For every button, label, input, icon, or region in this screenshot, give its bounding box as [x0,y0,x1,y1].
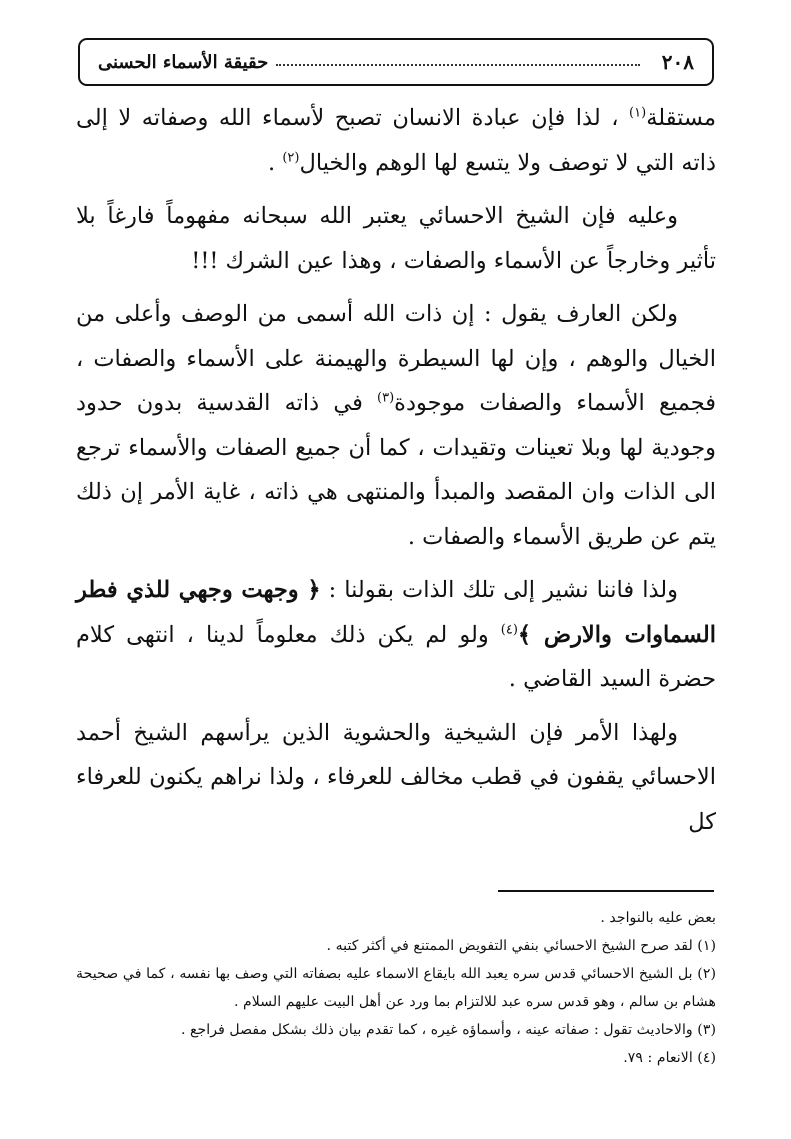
paragraph-3-text-a: ولكن العارف يقول : إن ذات الله أسمى من الوصف وأعلى من الخيال والوهم ، وإن لها السيطرة والهيمنة على الأسماء والصفات ، فجميع الأسماء والصفات موجودة [76,301,717,416]
paragraph-3 [76,292,716,559]
paragraph-4-text-b: ولو لم يكن ذلك معلوماً لدينا ، انتهى كلام حضرة السيد القاضي . [76,621,716,692]
paragraph-4-text-a: ولذا فاننا نشير إلى تلك الذات بقولنا : [320,577,678,603]
paragraph-2: وعليه فإن الشيخ الاحسائي يعتبر الله سبحانه مفهوماً فارغاً بلا تأثير وخارجاً عن الأسماء والصفات ، وهذا عين الشرك !!! [76,203,716,274]
running-title: حقيقة الأسماء الحسنى [98,51,269,73]
quran-quote: ﴿ وجهت وجهي للذي فطر السماوات والارض ﴾ [76,577,716,648]
paragraph-5: ولهذا الأمر فإن الشيخية والحشوية الذين يرأسهم الشيخ أحمد الاحسائي يقفون في قطب مخالف للعرفاء ، ولذا نراهم يكنون للعرفاء كل [76,719,716,835]
paragraph-1-text-a: مستقلة [646,105,716,131]
footnote-ref-1: (١) [629,105,647,121]
paragraph-4 [76,568,716,702]
main-text [76,96,716,853]
footnote-4: (٤) الانعام : ٧٩. [623,1050,716,1066]
footnote-ref-4: (٤) [500,622,518,637]
footnote-continuation: بعض عليه بالنواجد . [600,910,716,926]
footnote-ref-2: (٢) [282,150,300,165]
footnote-ref-3: (٣) [377,390,395,406]
paragraph-3-text-b: في ذاته القدسية بدون حدود وجودية لها وبلا تعينات وتقيدات ، كما أن جميع الصفات والأسماء ترجع الى الذات وان المقصد والمبدأ والمنتهى هي ذاته ، غاية الأمر إن ذلك يتم عن طريق الأسماء والصفات . [76,390,716,550]
footnotes [76,904,716,1072]
page-number: ٢٠٨ [661,50,694,74]
header-dot-leader [276,64,640,66]
running-header [78,38,714,86]
footnote-separator [498,890,714,892]
paragraph-1 [76,96,716,185]
footnote-3: (٣) والاحاديث تقول : صفاته عينه ، وأسماؤه غيره ، كما تقدم بيان ذلك بشكل مفصل فراجع . [180,1022,716,1038]
footnote-1: (١) لقد صرح الشيخ الاحسائي بنفي التفويض الممتنع في أكثر كتبه . [326,938,716,954]
paragraph-1-text-c: . [268,149,283,176]
paragraph-1-text-b: ، لذا فإن عبادة الانسان تصبح لأسماء الله وصفاته لا إلى ذاته التي لا توصف ولا يتسع لها الوهم والخيال [76,105,716,176]
footnote-2: (٢) بل الشيخ الاحسائي قدس سره يعبد الله بايقاع الاسماء عليه بصفاته التي وصف بها نفسه ، كما في صحيحة هشام بن سالم ، وهو قدس سره عبد للالتزام بما ورد عن أهل البيت عليهم السلام . [76,966,716,1010]
